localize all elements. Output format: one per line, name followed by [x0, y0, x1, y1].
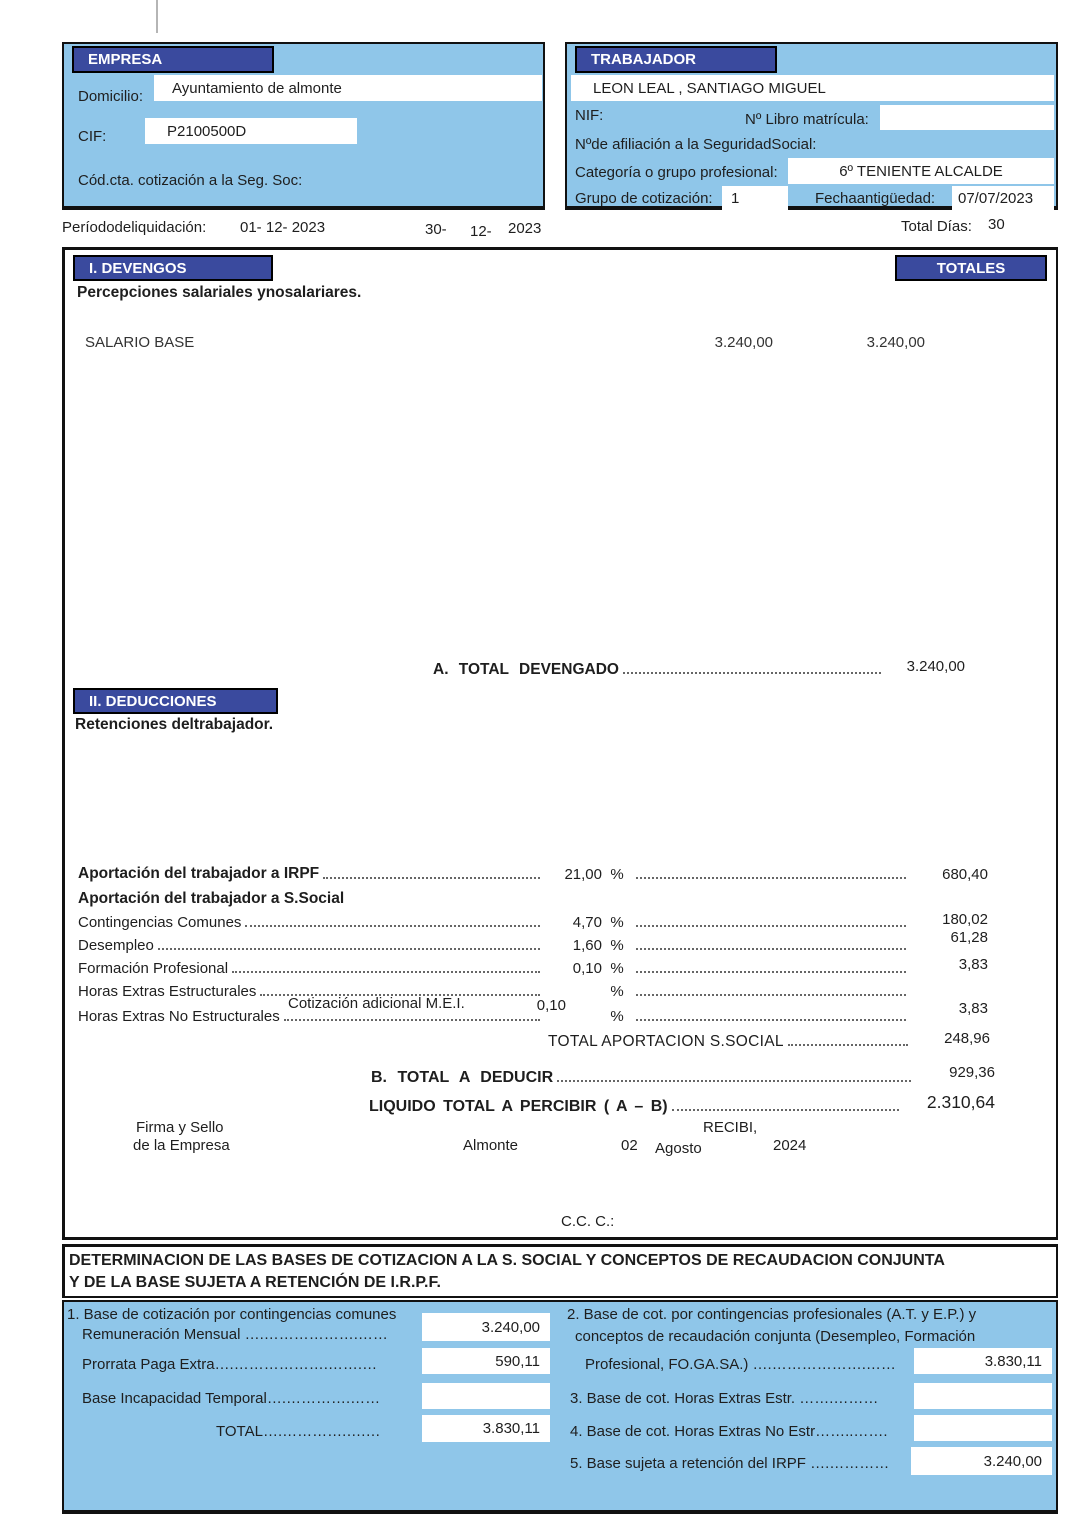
base-total-value: 3.830,11 [482, 1420, 540, 1437]
irpf-label: Aportación del trabajador a IRPF [78, 865, 320, 882]
mei-pct: 0,10 [536, 997, 566, 1014]
percent-sign: % [610, 960, 624, 977]
domicilio-field[interactable] [154, 75, 542, 101]
total-deducir-value: 929,36 [949, 1064, 995, 1081]
recibi-label: RECIBI, [703, 1119, 758, 1136]
empresa-header-label: EMPRESA [88, 51, 163, 68]
deduccion-row [78, 911, 988, 931]
trabajador-header-label: TRABAJADOR [591, 51, 696, 68]
base-row-label: TOTAL….………….….… [216, 1423, 381, 1440]
base-irpf-value: 3.240,00 [983, 1452, 1042, 1470]
grupo-cotizacion-label: Grupo de cotización: [575, 190, 713, 207]
total-deducir-row [371, 1064, 995, 1087]
base-cc-title: 1. Base de cotización por contingencias comunes [67, 1306, 397, 1323]
prorrata-paga-extra-field[interactable] [422, 1348, 550, 1374]
base-row-label: Remuneración Mensual ….……………….…… [82, 1326, 388, 1343]
remuneracion-mensual-field[interactable] [422, 1313, 550, 1341]
liquido-total-label: LIQUIDO TOTAL A PERCIBIR ( A – B) [369, 1098, 668, 1115]
percent-sign: % [610, 937, 624, 954]
dotted-leader [636, 994, 906, 996]
ccc-label: C.C. C.: [561, 1213, 615, 1230]
bases-box [62, 1300, 1058, 1514]
total-dias-value: 30 [988, 216, 1005, 233]
base-row-label: Profesional, FO.GA.SA.) ….……………….…… [585, 1356, 896, 1373]
totales-header [895, 255, 1047, 281]
periodo-hasta-ano: 2023 [508, 220, 542, 237]
dotted-leader [623, 672, 881, 674]
base-row-label: Prorrata Paga Extra….……………….…….… [82, 1356, 378, 1373]
periodo-label: Períododeliquidación: [62, 219, 207, 236]
body-box [62, 247, 1058, 1240]
liquido-total-value: 2.310,64 [926, 1092, 995, 1112]
recibi-ano: 2024 [773, 1137, 807, 1154]
total-devengado-row [433, 658, 965, 679]
categoria-field[interactable] [788, 158, 1054, 184]
base-horas-extras-estr-field[interactable] [914, 1383, 1052, 1409]
salario-base-total: 3.240,00 [866, 334, 925, 351]
empresa-box [62, 42, 545, 210]
periodo-desde: 01- 12- 2023 [240, 219, 326, 236]
categoria-value: 6º TENIENTE ALCALDE [839, 162, 1003, 180]
deducciones-header-label: II. DEDUCCIONES [89, 693, 217, 710]
grupo-cotizacion-field[interactable] [722, 186, 788, 211]
domicilio-label: Domicilio: [78, 88, 144, 105]
dotted-leader [284, 1019, 540, 1021]
recibi-dia: 02 [621, 1137, 638, 1154]
totales-header-label: TOTALES [936, 260, 1006, 277]
percent-sign: % [610, 983, 624, 1000]
libro-matricula-label: Nº Libro matrícula: [745, 111, 869, 128]
dotted-leader [788, 1044, 908, 1046]
trabajador-box [565, 42, 1058, 210]
nombre-field[interactable] [571, 75, 1054, 101]
total-deducir-label: B. TOTAL A DEDUCIR [371, 1069, 554, 1086]
deduccion-row [78, 1008, 988, 1025]
irpf-value: 680,40 [942, 866, 988, 883]
firma-line2: de la Empresa [133, 1137, 230, 1154]
recibi-mes: Agosto [655, 1140, 702, 1157]
dotted-leader [557, 1080, 911, 1082]
dotted-leader [245, 925, 540, 927]
devengos-subtitle: Percepciones salariales ynosalariares. [77, 284, 362, 301]
ssocial-subheader: Aportación del trabajador a S.Social [78, 890, 345, 907]
liquido-total-row [369, 1092, 995, 1116]
mei-label: Cotización adicional M.E.I. [288, 995, 465, 1012]
salario-base-label: SALARIO BASE [85, 334, 195, 351]
deduccion-label: Contingencias Comunes [78, 914, 242, 931]
irpf-pct: 21,00 [564, 866, 602, 883]
dotted-leader [636, 1019, 906, 1021]
base-row-label: Base Incapacidad Temporal….………….…… [82, 1390, 381, 1407]
prorrata-paga-extra-value: 590,11 [495, 1352, 540, 1370]
fecha-antiguedad-field[interactable] [952, 186, 1054, 211]
cuenta-cotizacion-label: Cód.cta. cotización a la Seg. Soc: [78, 172, 303, 189]
deduccion-value: 180,02 [942, 911, 988, 928]
cif-value: P2100500D [167, 122, 247, 140]
nombre-value: LEON LEAL , SANTIAGO MIGUEL [593, 79, 826, 97]
base-cp-title-line1: 2. Base de cot. por contingencias profesionales (A.T. y E.P.) y [567, 1306, 977, 1323]
percent-sign: % [610, 866, 624, 883]
dotted-leader [636, 948, 906, 950]
salario-base-importe: 3.240,00 [714, 334, 773, 351]
dotted-leader [672, 1109, 899, 1111]
domicilio-value: Ayuntamiento de almonte [172, 79, 342, 97]
base-profesional-field[interactable] [914, 1348, 1052, 1374]
empresa-header [72, 46, 274, 73]
deduccion-pct: 0,10 [572, 960, 602, 977]
base-incapacidad-field[interactable] [422, 1383, 550, 1409]
deduccion-label: Desempleo [78, 937, 154, 954]
libro-matricula-field[interactable] [880, 105, 1054, 130]
percent-sign: % [610, 1008, 624, 1025]
total-dias-label: Total Días: [901, 218, 972, 235]
percent-sign: % [610, 914, 624, 931]
base-horas-extras-noestr-field[interactable] [914, 1415, 1052, 1441]
dotted-leader [158, 948, 540, 950]
nif-label: NIF: [575, 107, 604, 124]
scan-artifact-line [156, 0, 158, 33]
total-aportacion-label: TOTAL APORTACION S.SOCIAL [548, 1033, 784, 1050]
dotted-leader [323, 877, 540, 879]
determinacion-line2: Y DE LA BASE SUJETA A RETENCIÓN DE I.R.P.F. [69, 1274, 441, 1291]
devengos-header-label: I. DEVENGOS [89, 260, 187, 277]
trabajador-header [575, 46, 777, 73]
cif-field[interactable] [145, 118, 357, 144]
devengos-header [73, 255, 273, 281]
deduccion-label: Horas Extras No Estructurales [78, 1008, 280, 1025]
periodo-hasta-dia: 30- [425, 221, 447, 238]
cif-label: CIF: [78, 128, 107, 145]
firma-line1: Firma y Sello [136, 1119, 224, 1136]
total-aportacion-value: 248,96 [944, 1030, 990, 1047]
base-cp-title-line2: conceptos de recaudación conjunta (Desempleo, Formación [575, 1328, 976, 1345]
dotted-leader [636, 971, 906, 973]
fecha-antiguedad-value: 07/07/2023 [958, 190, 1034, 207]
total-devengado-label: A. TOTAL DEVENGADO [433, 661, 619, 678]
dotted-leader [636, 925, 906, 927]
recibi-lugar: Almonte [463, 1137, 519, 1154]
base-irpf-field[interactable] [911, 1447, 1052, 1475]
determinacion-line1: DETERMINACION DE LAS BASES DE COTIZACION A LA S. SOCIAL Y CONCEPTOS DE RECAUDACION CONJUNTA [69, 1252, 945, 1269]
base-row-label: 4. Base de cot. Horas Extras No Estr……..……. [570, 1423, 888, 1440]
determinacion-box [62, 1244, 1058, 1298]
deduccion-row [78, 929, 988, 954]
deduccion-value: 61,28 [950, 929, 988, 946]
periodo-hasta-mes: 12- [470, 223, 492, 240]
categoria-label: Categoría o grupo profesional: [575, 164, 778, 181]
base-profesional-value: 3.830,11 [984, 1352, 1042, 1370]
base-row-label: 3. Base de cot. Horas Extras Estr. …….……… [570, 1390, 879, 1407]
deduccion-label: Horas Extras Estructurales [78, 983, 257, 1000]
deducciones-header [73, 688, 278, 714]
afiliacion-label: Nºde afiliación a la SeguridadSocial: [575, 136, 817, 153]
grupo-cotizacion-value: 1 [731, 190, 740, 207]
dotted-leader [636, 877, 906, 879]
base-row-label: 5. Base sujeta a retención del IRPF ….………… [570, 1455, 890, 1472]
remuneracion-mensual-value: 3.240,00 [481, 1318, 540, 1336]
deduccion-value: 3,83 [958, 956, 988, 973]
dotted-leader [232, 971, 540, 973]
deduccion-pct: 4,70 [572, 914, 602, 931]
deduccion-irpf-row [78, 865, 988, 883]
mei-value: 3,83 [958, 1000, 988, 1017]
base-total-field[interactable] [422, 1415, 550, 1442]
fecha-antiguedad-label: Fechaantigüedad: [815, 190, 936, 207]
deduccion-label: Formación Profesional [78, 960, 229, 977]
total-aportacion-row [548, 1030, 990, 1051]
deduccion-pct: 1,60 [572, 937, 602, 954]
deducciones-subtitle: Retenciones deltrabajador. [75, 716, 274, 733]
total-devengado-value: 3.240,00 [906, 658, 965, 675]
deduccion-row [78, 956, 988, 977]
